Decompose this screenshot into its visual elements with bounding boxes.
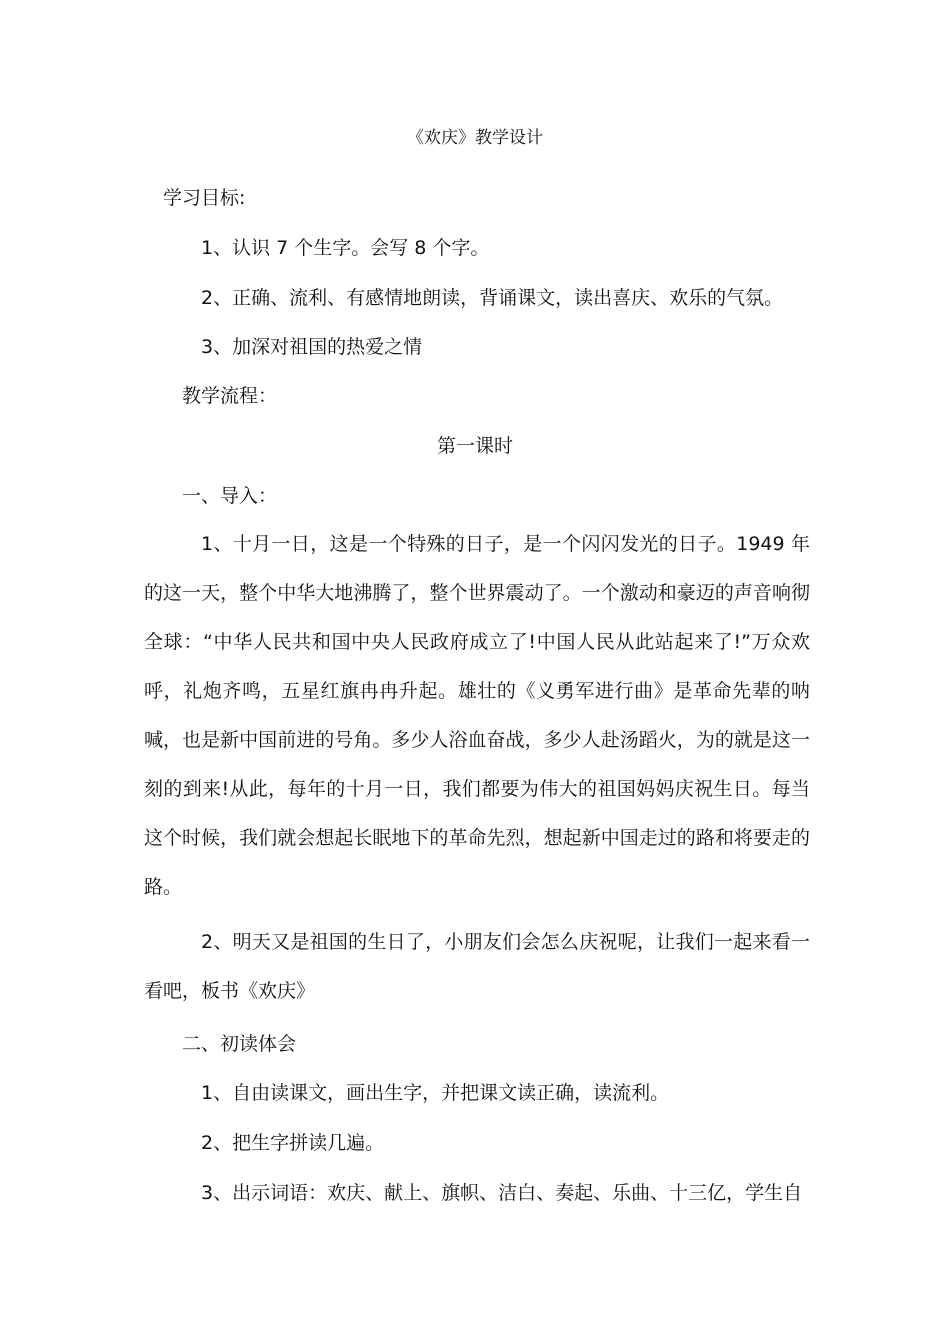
section-heading-intro: 一、导入： bbox=[182, 485, 278, 507]
reading-step: 3、出示词语：欢庆、献上、旗帜、洁白、奏起、乐曲、十三亿，学生自 bbox=[201, 1182, 803, 1204]
document-title: 《欢庆》教学设计 bbox=[407, 128, 543, 148]
process-heading: 教学流程： bbox=[182, 385, 278, 407]
intro-paragraph-2: 2、明天又是祖国的生日了，小朋友们会怎么庆祝呢，让我们一起来看一看吧，板书《欢庆》 bbox=[144, 931, 810, 1002]
objective-item: 3、加深对祖国的热爱之情 bbox=[201, 336, 423, 358]
objective-item: 1、认识 7 个生字。会写 8 个字。 bbox=[201, 237, 490, 259]
lesson-heading: 第一课时 bbox=[436, 435, 513, 457]
objective-item: 2、正确、流利、有感情地朗读，背诵课文，读出喜庆、欢乐的气氛。 bbox=[201, 287, 784, 309]
intro-paragraph: 1、十月一日，这是一个特殊的日子，是一个闪闪发光的日子。1949 年的这一天，整个中华大地沸腾了，整个世界震动了。一个激动和豪迈的声音响彻全球：“中华人民共和国中央人民政府成立了!中国人民从此站起来了!”万众欢呼，礼炮齐鸣，五星红旗冉冉升起。雄壮的《义勇军进行曲》是革命先辈的呐喊，也是新中国前进的号角。多少人浴血奋战，多少人赴汤蹈火，为的就是这一刻的到来!从此，每年的十月一日，我们都要为伟大的祖国妈妈庆祝生日。每当这个时候，我们就会想起长眠地下的革命先烈，想起新中国走过的路和将要走的路。 bbox=[144, 533, 810, 898]
reading-step: 2、把生字拼读几遍。 bbox=[201, 1132, 385, 1154]
objectives-heading: 学习目标: bbox=[163, 187, 246, 209]
section-heading-reading: 二、初读体会 bbox=[182, 1033, 297, 1055]
reading-step: 1、自由读课文，画出生字，并把课文读正确，读流利。 bbox=[201, 1082, 670, 1104]
